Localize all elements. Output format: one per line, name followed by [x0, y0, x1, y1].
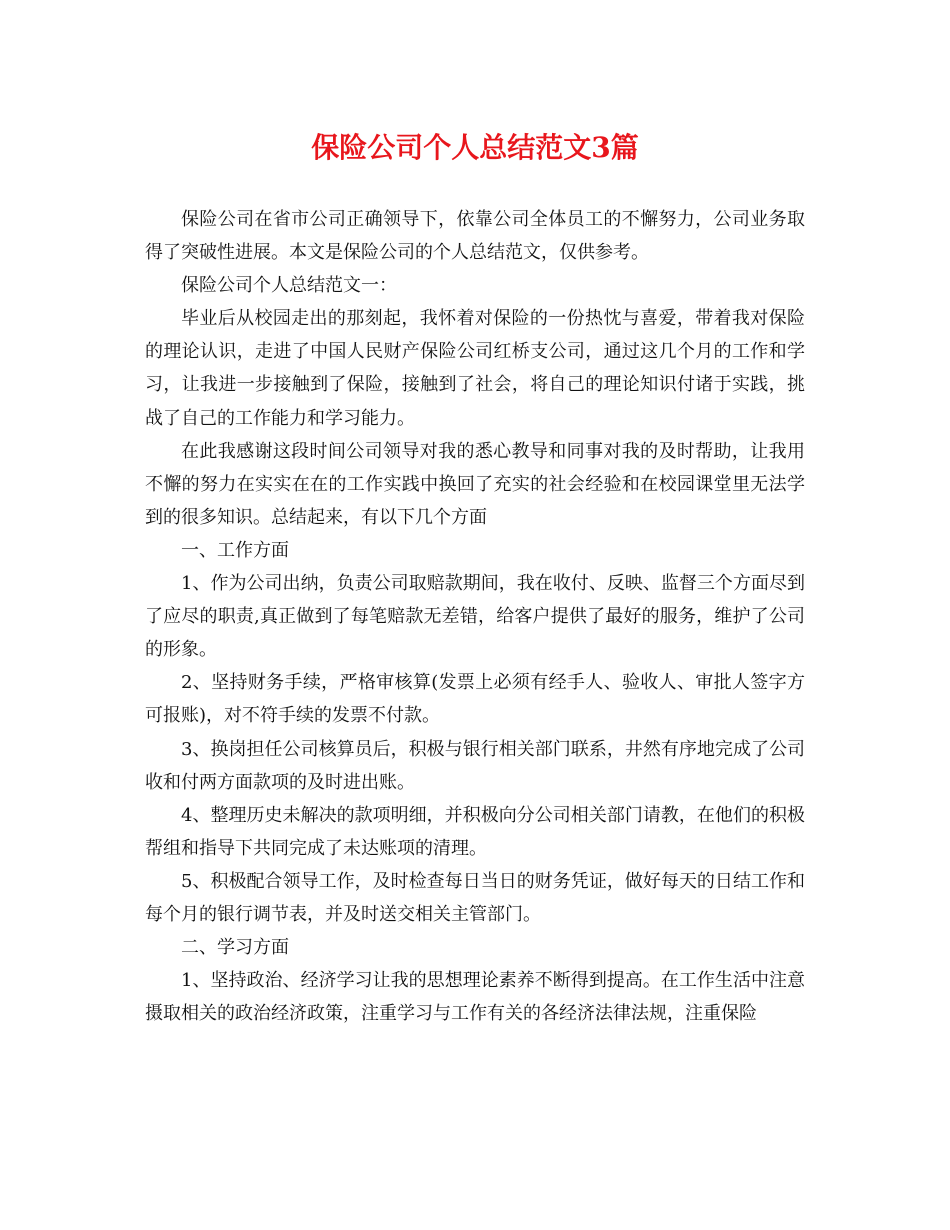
list-item-work-1: 1、作为公司出纳，负责公司取赔款期间，我在收付、反映、监督三个方面尽到了应尽的职责,真正做到了每笔赔款无差错，给客户提供了最好的服务，维护了公司的形象。 — [145, 573, 805, 661]
document-body — [145, 203, 805, 1030]
paragraph-graduation: 毕业后从校园走出的那刻起，我怀着对保险的一份热忱与喜爱，带着我对保险的理论认识，走进了中国人民财产保险公司红桥支公司，通过这几个月的工作和学习，让我进一步接触到了保险，接触到了社会，将自己的理论知识付诸于实践，挑战了自己的工作能力和学习能力。 — [145, 308, 805, 429]
document-title: 保险公司个人总结范文3篇 — [311, 131, 639, 164]
list-item-work-5: 5、积极配合领导工作，及时检查每日当日的财务凭证，做好每天的日结工作和每个月的银行调节表，并及时送交相关主管部门。 — [145, 870, 805, 925]
paragraph-sample-one-heading: 保险公司个人总结范文一： — [181, 275, 397, 297]
section-heading-study: 二、学习方面 — [181, 937, 289, 959]
paragraph-intro: 保险公司在省市公司正确领导下，依靠公司全体员工的不懈努力，公司业务取得了突破性进展。本文是保险公司的个人总结范文，仅供参考。 — [145, 209, 805, 264]
section-heading-work: 一、工作方面 — [181, 539, 289, 561]
list-item-work-4: 4、整理历史未解决的款项明细，并积极向分公司相关部门请教，在他们的积极帮组和指导下共同完成了未达账项的清理。 — [145, 804, 805, 859]
list-item-study-1: 1、坚持政治、经济学习让我的思想理论素养不断得到提高。在工作生活中注意摄取相关的政治经济政策，注重学习与工作有关的各经济法律法规，注重保险 — [145, 970, 805, 1025]
paragraph-thanks: 在此我感谢这段时间公司领导对我的悉心教导和同事对我的及时帮助，让我用不懈的努力在实实在在的工作实践中换回了充实的社会经验和在校园课堂里无法学到的很多知识。总结起来，有以下几个方面 — [145, 440, 805, 528]
list-item-work-2: 2、坚持财务手续，严格审核算(发票上必须有经手人、验收人、审批人签字方可报账)，对不符手续的发票不付款。 — [145, 672, 805, 727]
list-item-work-3: 3、换岗担任公司核算员后，积极与银行相关部门联系，井然有序地完成了公司收和付两方面款项的及时进出账。 — [145, 738, 805, 793]
